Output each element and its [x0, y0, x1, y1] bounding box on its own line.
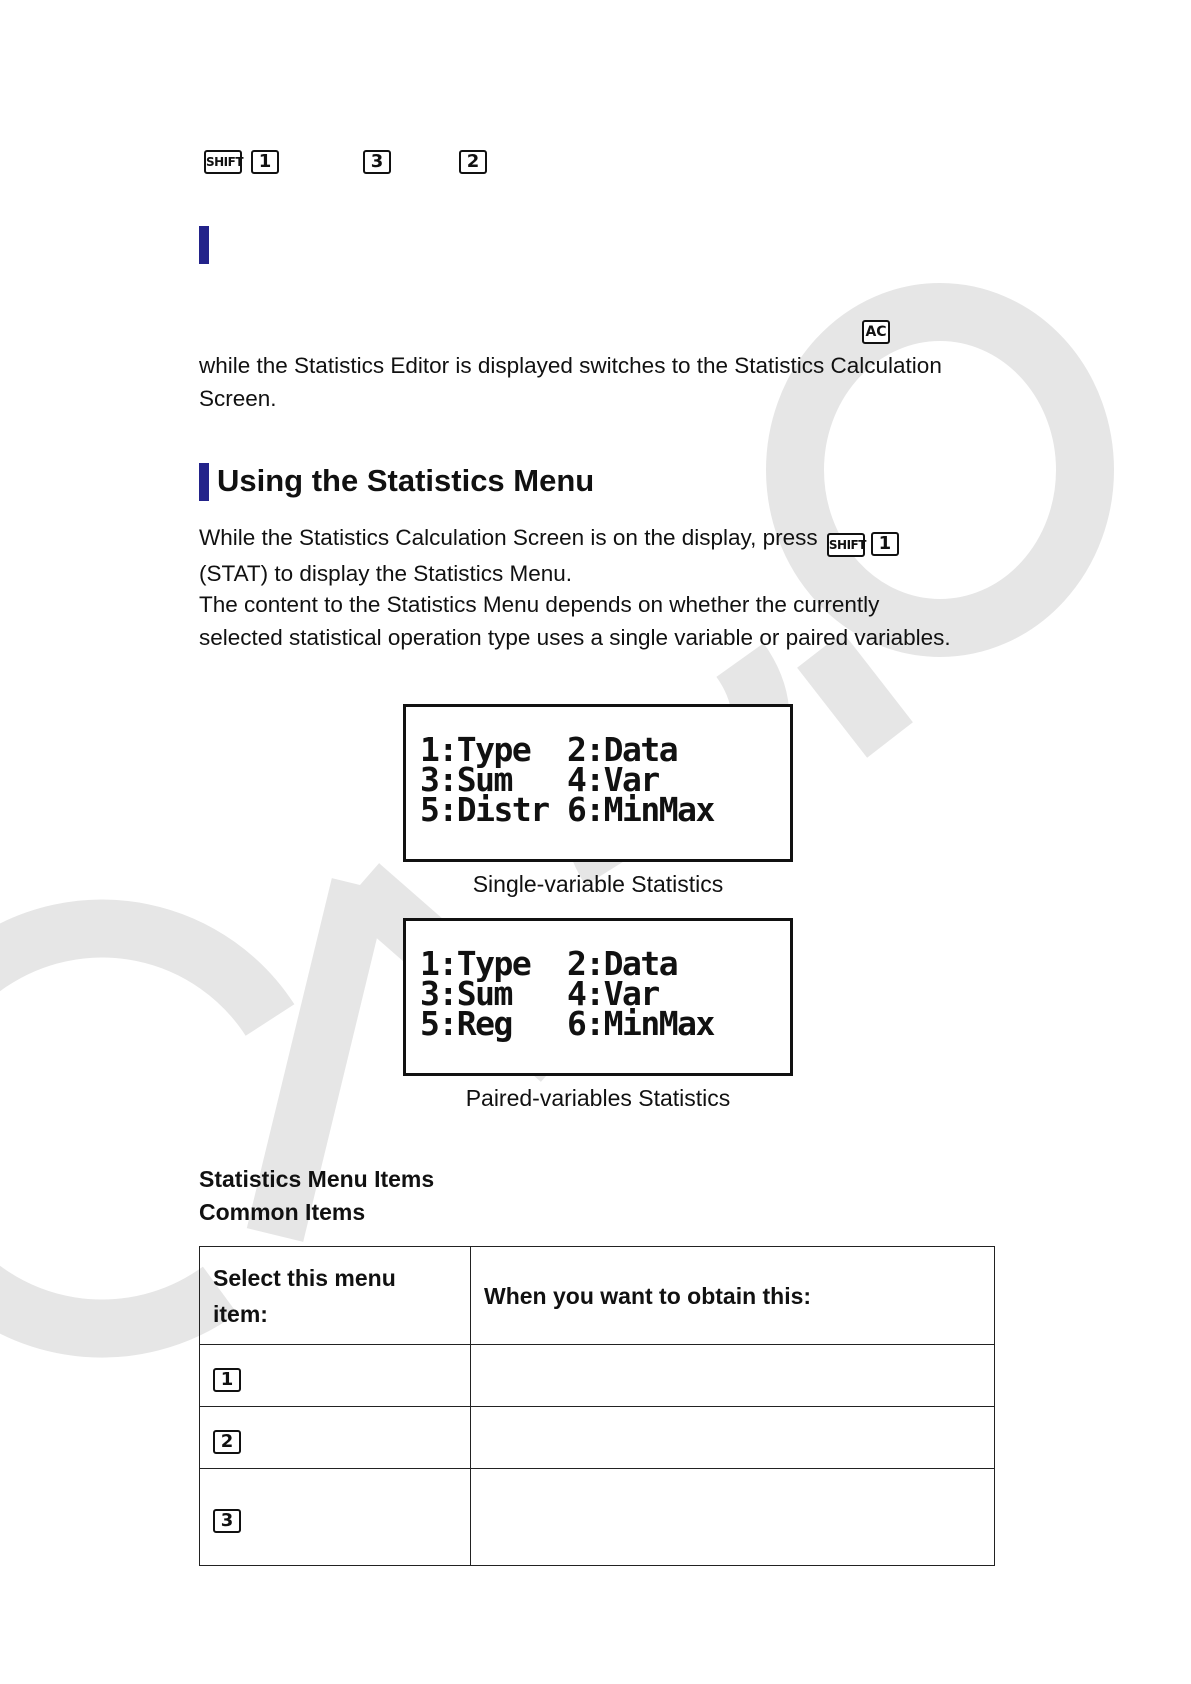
col1-header: Select this menu item:: [200, 1247, 471, 1345]
row-description: [471, 1469, 995, 1566]
menu-items-title: Statistics Menu Items: [199, 1166, 435, 1192]
row-description: [471, 1407, 995, 1469]
key-1-inline: 1: [871, 532, 899, 556]
row-description: [471, 1345, 995, 1407]
para1-text-after: (STAT) to display the Statistics Menu.: [199, 561, 573, 586]
watermark-letter-i: [820, 650, 890, 740]
table-row: [200, 1407, 995, 1469]
screen-line: 1:Type 2:Data: [420, 730, 678, 769]
screen-line: 3:Sum 4:Var: [420, 760, 659, 799]
key-1-table: 1: [213, 1368, 241, 1392]
heading-bar: [199, 463, 209, 501]
single-variable-caption: Single-variable Statistics: [472, 871, 724, 897]
ac-key: AC: [862, 320, 890, 344]
menu-content-paragraph: The content to the Statistics Menu depends on whether the currently selected statistical operation type uses a single variable or paired variables.: [199, 592, 951, 650]
menu-items-table: [199, 1246, 995, 1566]
stat-menu-paragraph: [199, 521, 999, 590]
row-key-cell: [200, 1345, 471, 1407]
screen-line: 5:Reg 6:MinMax: [420, 1004, 714, 1043]
table-row: [200, 1345, 995, 1407]
key-3: 3: [363, 150, 391, 174]
paired-variables-screen: [403, 918, 793, 1076]
col2-header: When you want to obtain this:: [471, 1247, 995, 1345]
row-key-cell: [200, 1407, 471, 1469]
screen-line: 1:Type 2:Data: [420, 944, 678, 983]
key-3-table: 3: [213, 1509, 241, 1533]
section-heading: Using the Statistics Menu: [217, 463, 595, 498]
common-items-subtitle: Common Items: [199, 1199, 366, 1225]
key-2-table: 2: [213, 1430, 241, 1454]
shift-key-inline: SHIFT: [827, 533, 865, 557]
screen-line: 5:Distr 6:MinMax: [420, 790, 714, 829]
key-1: 1: [251, 150, 279, 174]
table-header-row: [200, 1247, 995, 1345]
row-key-cell: [200, 1469, 471, 1566]
section-marker-bar: [199, 226, 209, 264]
single-variable-screen: [403, 704, 793, 862]
paired-variables-caption: Paired-variables Statistics: [465, 1085, 731, 1111]
table-row: [200, 1469, 995, 1566]
intro-paragraph: while the Statistics Editor is displayed switches to the Statistics Calculation Screen.: [199, 353, 942, 411]
shift-key: SHIFT: [204, 150, 242, 174]
key-2: 2: [459, 150, 487, 174]
screen-line: 3:Sum 4:Var: [420, 974, 659, 1013]
para1-text-before: While the Statistics Calculation Screen is on the display, press: [199, 525, 818, 550]
